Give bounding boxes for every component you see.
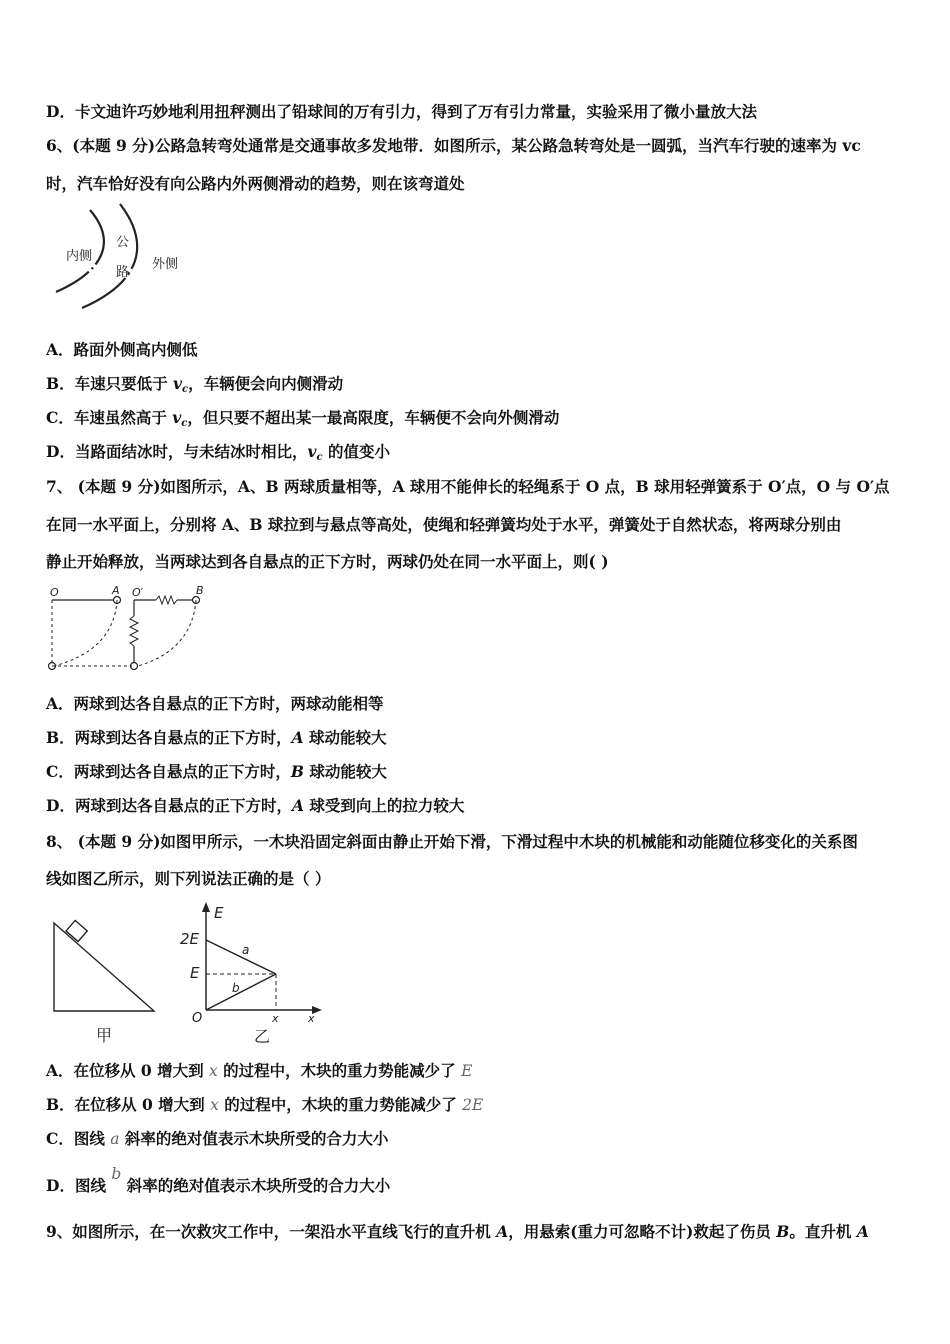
- q8-label-yi: 乙: [254, 1027, 271, 1046]
- q7-stem-line2: 在同一水平面上，分别将 A、B 球拉到与悬点等高处，使绳和轻弹簧均处于水平，弹簧处于自然状态，将两球分别由: [46, 515, 842, 534]
- q6-label-inner: 内侧: [66, 249, 93, 264]
- q8-line-b-label: b: [232, 981, 240, 995]
- q6-option-a: A．路面外侧高内侧低: [46, 340, 198, 359]
- q7-label-a: A: [112, 584, 120, 597]
- q7-option-a: A．两球到达各自悬点的正下方时，两球动能相等: [46, 694, 384, 713]
- q8-line-a-label: a: [242, 943, 250, 957]
- q6-label-outer: 外侧: [152, 257, 179, 272]
- q6-option-c: C．车速虽然高于 $v_c$，但只要不超出某一最高限度，车辆便不会向外侧滑动: [46, 408, 560, 429]
- q8-tick-2e: 2E: [180, 930, 200, 948]
- q8-option-d: D．图线 b 斜率的绝对值表示木块所受的合力大小: [46, 1165, 391, 1195]
- q7-option-c: C．两球到达各自悬点的正下方时，B 球动能较大: [46, 762, 387, 781]
- q7-label-b: B: [196, 584, 204, 597]
- q8-option-c: C．图线 a 斜率的绝对值表示木块所受的合力大小: [46, 1129, 389, 1148]
- q8-option-a: A．在位移从 0 增大到 x 的过程中，木块的重力势能减少了 E: [46, 1061, 473, 1080]
- q6-label-road2: 路: [116, 265, 130, 280]
- q6-stem-line2: 时，汽车恰好没有向公路内外两侧滑动的趋势，则在该弯道处: [46, 174, 465, 193]
- q8-axis-e: E: [214, 904, 224, 922]
- q8-origin-label: O: [192, 1011, 203, 1026]
- q8-x-axis-label: x: [308, 1012, 315, 1025]
- q8-x-tick-label: x: [272, 1012, 279, 1025]
- q9-stem-line1: 9、如图所示，在一次救灾工作中，一架沿水平直线飞行的直升机 A，用悬索(重力可忽略不计)救起了伤员 B。直升机 A: [46, 1222, 869, 1241]
- q8-option-b: B．在位移从 0 增大到 x 的过程中，木块的重力势能减少了 2E: [46, 1095, 484, 1114]
- q8-energy-graph: [178, 898, 324, 1048]
- q6-label-road1: 公: [116, 235, 130, 250]
- q7-option-d: D．两球到达各自悬点的正下方时，A 球受到向上的拉力较大: [46, 796, 465, 815]
- q6-option-b: B．车速只要低于 $v_c$，车辆便会向内侧滑动: [46, 374, 344, 395]
- q8-incline-figure: [50, 915, 160, 1047]
- q7-label-o-prime: O′: [132, 586, 144, 599]
- q6-stem-line1: 6、(本题 9 分)公路急转弯处通常是交通事故多发地带．如图所示，某公路急转弯处是一圆弧，当汽车行驶的速率为 vc: [46, 136, 861, 155]
- q7-pendulum-figure: [44, 580, 224, 676]
- q6-option-d: D．当路面结冰时，与未结冰时相比，$v_c$ 的值变小: [46, 442, 390, 463]
- q6-road-figure: [46, 200, 206, 320]
- q7-option-b: B．两球到达各自悬点的正下方时，A 球动能较大: [46, 728, 387, 747]
- q8-label-jia: 甲: [96, 1026, 113, 1045]
- q5-option-d: D．卡文迪许巧妙地利用扭秤测出了铅球间的万有引力，得到了万有引力常量，实验采用了微小量放大法: [46, 102, 757, 121]
- q8-stem-line1: 8、 (本题 9 分)如图甲所示，一木块沿固定斜面由静止开始下滑，下滑过程中木块的机械能和动能随位移变化的关系图: [46, 832, 858, 851]
- q7-label-o: O: [50, 586, 59, 599]
- q8-stem-line2: 线如图乙所示，则下列说法正确的是（ ）: [46, 869, 331, 888]
- q7-stem-line3: 静止开始释放，当两球达到各自悬点的正下方时，两球仍处在同一水平面上，则( ): [46, 552, 609, 571]
- q7-stem-line1: 7、 (本题 9 分)如图所示，A、B 两球质量相等，A 球用不能伸长的轻绳系于 O 点，B 球用轻弹簧系于 O′点，O 与 O′点: [46, 477, 890, 496]
- q8-tick-e: E: [190, 964, 200, 982]
